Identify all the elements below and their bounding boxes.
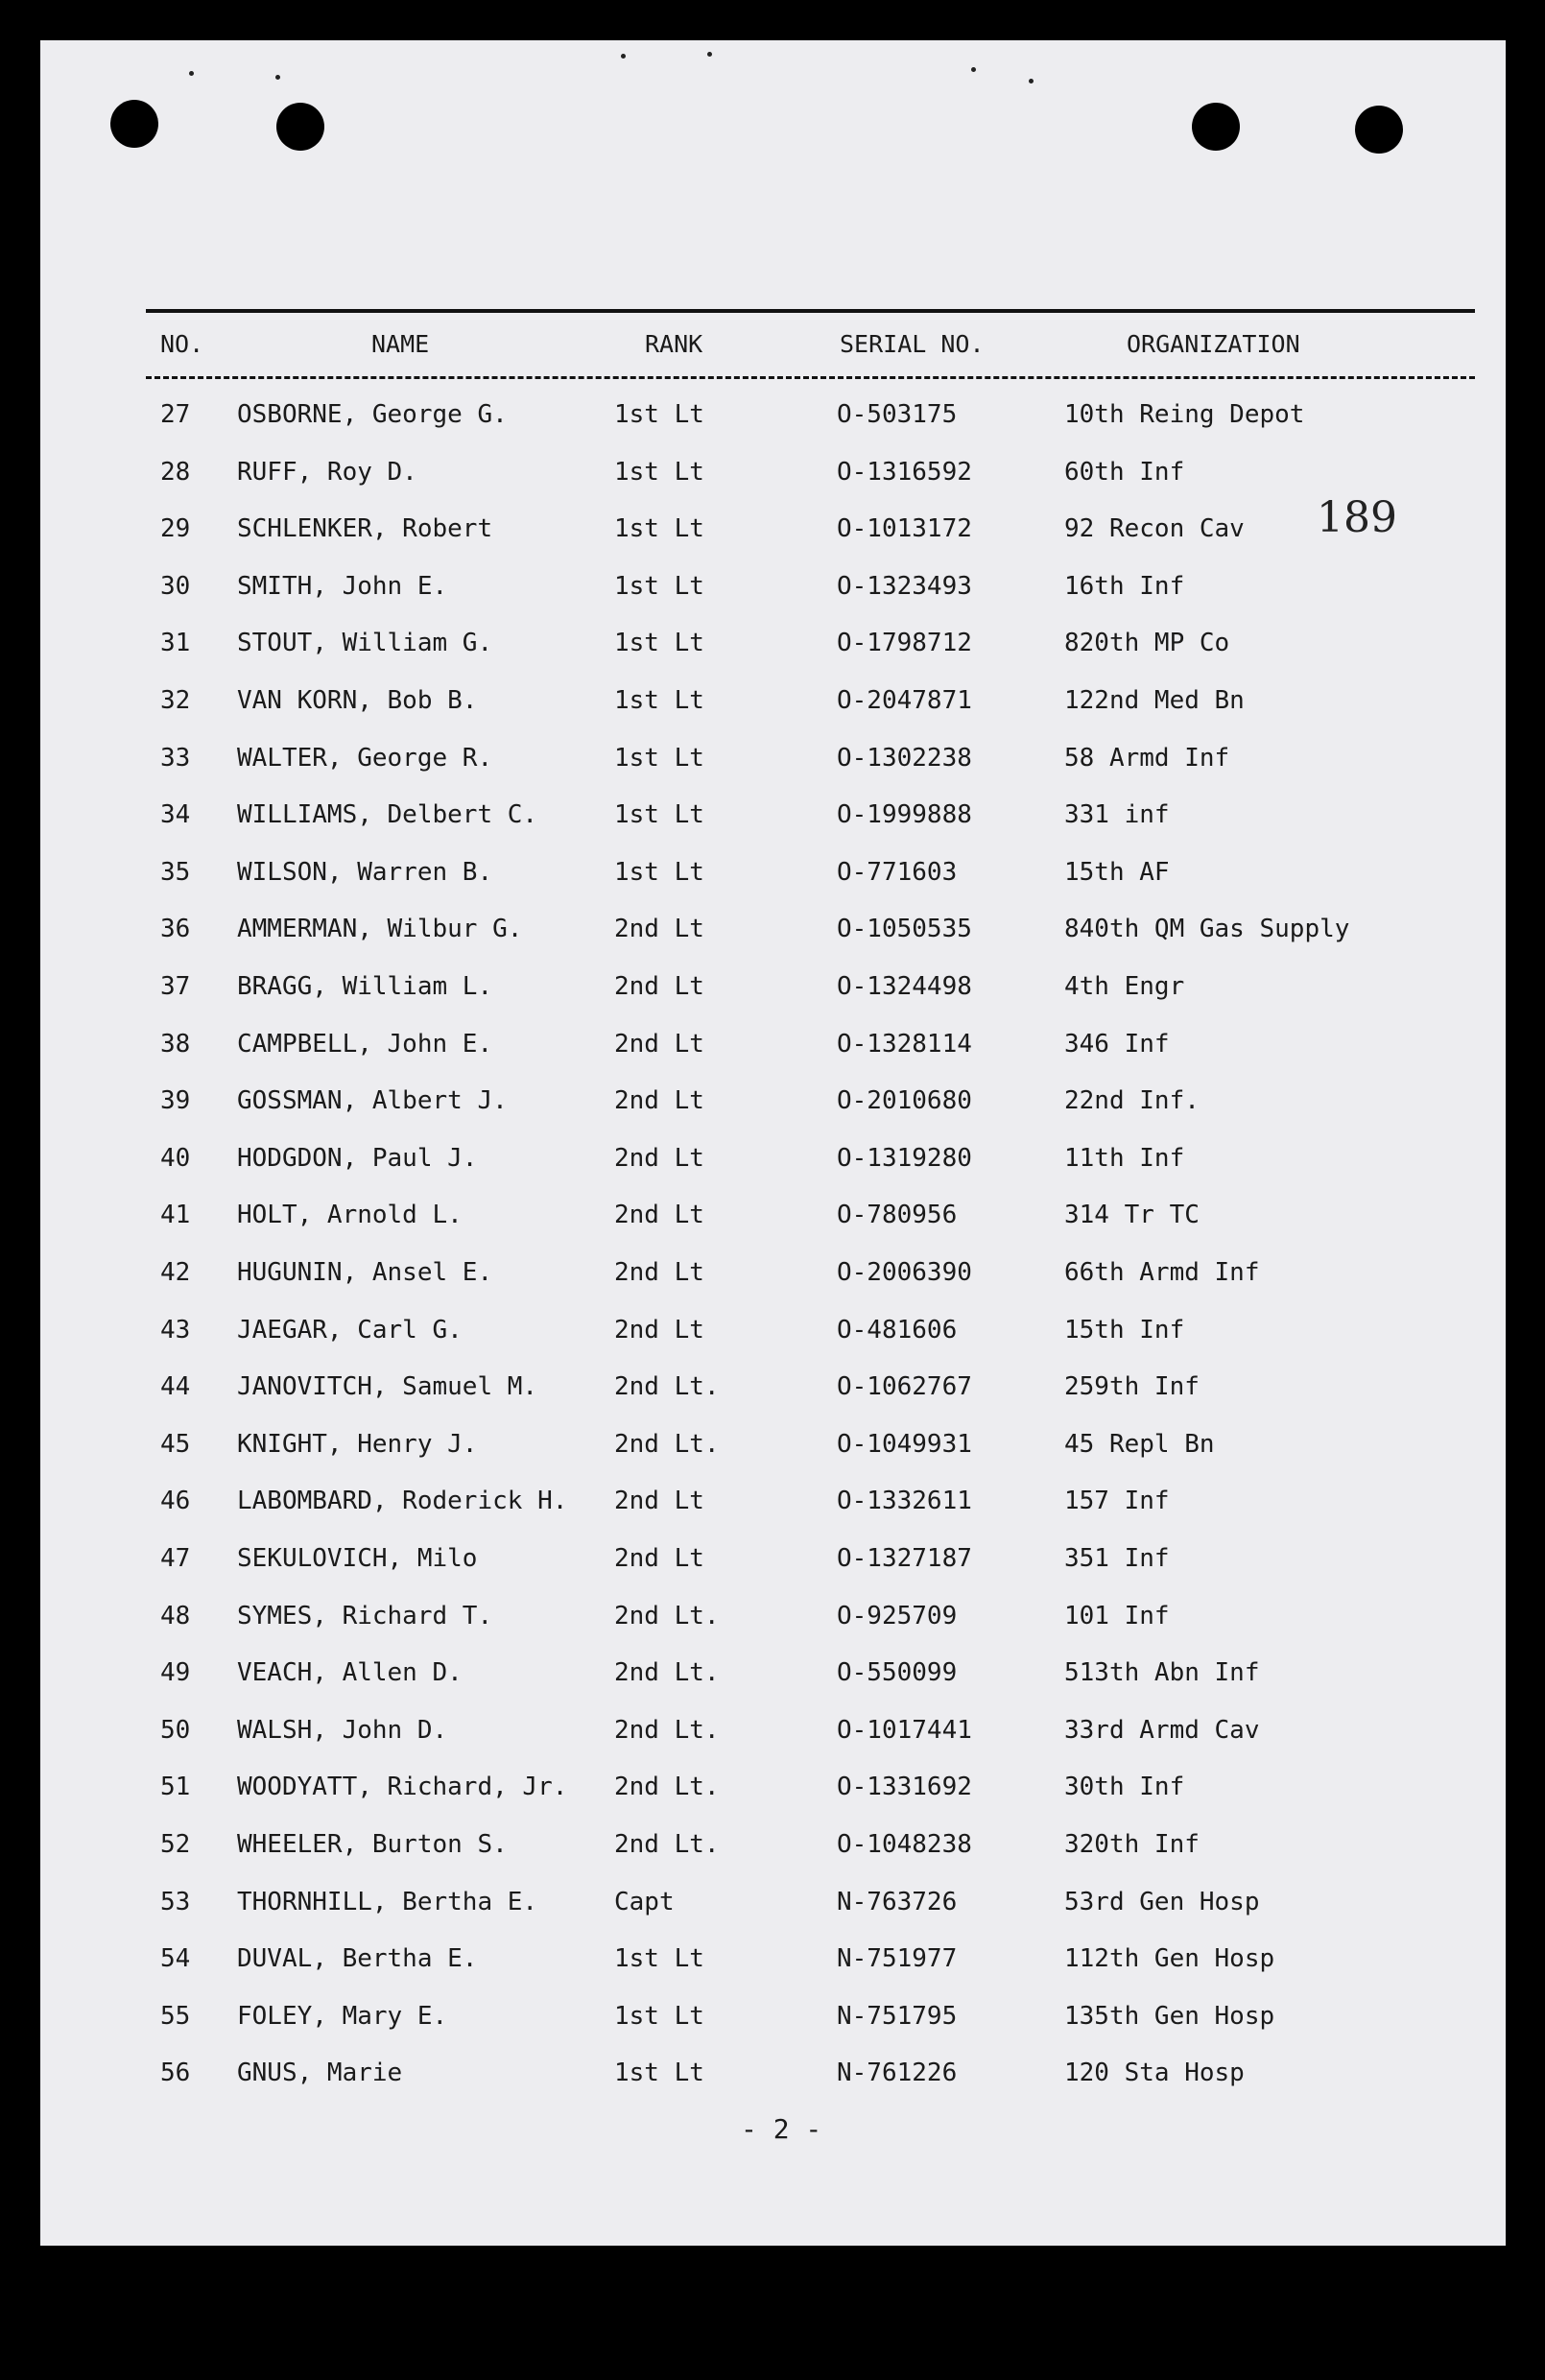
row-no: 39 (160, 1086, 191, 1115)
row-no: 48 (160, 1602, 191, 1630)
row-no: 41 (160, 1201, 191, 1229)
column-header-serial: SERIAL NO. (840, 330, 985, 358)
row-rank: 1st Lt (614, 514, 704, 543)
row-organization: 58 Armd Inf (1064, 744, 1230, 773)
row-organization: 840th QM Gas Supply (1064, 915, 1350, 943)
row-serial: N-763726 (837, 1888, 958, 1916)
row-serial: O-1331692 (837, 1773, 972, 1801)
row-name: GOSSMAN, Albert J. (237, 1086, 508, 1115)
row-rank: 2nd Lt (614, 1316, 704, 1345)
row-name: VEACH, Allen D. (237, 1658, 463, 1687)
page-number-stamp: 189 (1317, 493, 1397, 542)
row-organization: 135th Gen Hosp (1064, 2002, 1275, 2031)
row-name: WALTER, George R. (237, 744, 493, 773)
row-rank: 2nd Lt (614, 1086, 704, 1115)
row-serial: O-2010680 (837, 1086, 972, 1115)
row-organization: 60th Inf (1064, 458, 1185, 487)
row-name: WILLIAMS, Delbert C. (237, 800, 538, 829)
row-organization: 346 Inf (1064, 1030, 1170, 1059)
row-no: 34 (160, 800, 191, 829)
row-rank: 2nd Lt (614, 1201, 704, 1229)
row-serial: O-1013172 (837, 514, 972, 543)
row-rank: 1st Lt (614, 458, 704, 487)
row-organization: 4th Engr (1064, 972, 1185, 1001)
row-serial: O-1048238 (837, 1830, 972, 1859)
row-serial: O-2006390 (837, 1258, 972, 1287)
row-rank: 1st Lt (614, 744, 704, 773)
row-serial: O-1316592 (837, 458, 972, 487)
row-organization: 259th Inf (1064, 1372, 1200, 1401)
row-no: 35 (160, 858, 191, 887)
row-rank: 2nd Lt. (614, 1716, 720, 1745)
speck (707, 52, 712, 57)
row-no: 30 (160, 572, 191, 601)
row-serial: O-1328114 (837, 1030, 972, 1059)
row-no: 42 (160, 1258, 191, 1287)
row-name: THORNHILL, Bertha E. (237, 1888, 538, 1916)
row-organization: 513th Abn Inf (1064, 1658, 1260, 1687)
page-footer: - 2 - (741, 2113, 822, 2145)
row-name: KNIGHT, Henry J. (237, 1430, 478, 1459)
row-name: SYMES, Richard T. (237, 1602, 493, 1630)
row-no: 29 (160, 514, 191, 543)
row-organization: 30th Inf (1064, 1773, 1185, 1801)
row-name: HUGUNIN, Ansel E. (237, 1258, 493, 1287)
row-no: 47 (160, 1544, 191, 1573)
row-rank: 1st Lt (614, 629, 704, 657)
row-no: 32 (160, 686, 191, 715)
row-rank: 2nd Lt. (614, 1602, 720, 1630)
speck (971, 67, 976, 72)
row-rank: 1st Lt (614, 572, 704, 601)
row-serial: O-780956 (837, 1201, 958, 1229)
row-organization: 122nd Med Bn (1064, 686, 1245, 715)
row-name: SMITH, John E. (237, 572, 448, 601)
row-serial: O-1999888 (837, 800, 972, 829)
row-no: 27 (160, 400, 191, 429)
row-name: AMMERMAN, Wilbur G. (237, 915, 523, 943)
row-no: 31 (160, 629, 191, 657)
document-page (40, 40, 1506, 2246)
row-rank: 2nd Lt (614, 972, 704, 1001)
row-serial: O-1798712 (837, 629, 972, 657)
row-name: VAN KORN, Bob B. (237, 686, 478, 715)
row-organization: 351 Inf (1064, 1544, 1170, 1573)
row-name: WHEELER, Burton S. (237, 1830, 508, 1859)
row-name: WALSH, John D. (237, 1716, 448, 1745)
row-no: 51 (160, 1773, 191, 1801)
row-no: 38 (160, 1030, 191, 1059)
row-name: JAEGAR, Carl G. (237, 1316, 463, 1345)
row-name: BRAGG, William L. (237, 972, 493, 1001)
row-rank: 2nd Lt (614, 915, 704, 943)
row-rank: 1st Lt (614, 400, 704, 429)
punch-hole-1 (110, 100, 158, 148)
row-name: LABOMBARD, Roderick H. (237, 1487, 568, 1515)
row-serial: O-503175 (837, 400, 958, 429)
row-organization: 820th MP Co (1064, 629, 1230, 657)
row-no: 28 (160, 458, 191, 487)
row-organization: 45 Repl Bn (1064, 1430, 1215, 1459)
row-organization: 66th Armd Inf (1064, 1258, 1260, 1287)
row-serial: O-1323493 (837, 572, 972, 601)
row-organization: 15th Inf (1064, 1316, 1185, 1345)
row-serial: O-1050535 (837, 915, 972, 943)
row-serial: O-1319280 (837, 1144, 972, 1173)
speck (1029, 79, 1034, 83)
row-serial: O-925709 (837, 1602, 958, 1630)
row-serial: N-761226 (837, 2059, 958, 2087)
row-name: SEKULOVICH, Milo (237, 1544, 478, 1573)
row-serial: O-771603 (837, 858, 958, 887)
row-name: DUVAL, Bertha E. (237, 1944, 478, 1973)
row-serial: O-1332611 (837, 1487, 972, 1515)
row-no: 45 (160, 1430, 191, 1459)
row-name: FOLEY, Mary E. (237, 2002, 448, 2031)
row-name: WOODYATT, Richard, Jr. (237, 1773, 568, 1801)
row-no: 54 (160, 1944, 191, 1973)
row-no: 49 (160, 1658, 191, 1687)
row-serial: O-2047871 (837, 686, 972, 715)
row-rank: 2nd Lt. (614, 1658, 720, 1687)
row-organization: 53rd Gen Hosp (1064, 1888, 1260, 1916)
row-rank: 1st Lt (614, 2002, 704, 2031)
row-no: 33 (160, 744, 191, 773)
row-rank: 1st Lt (614, 2059, 704, 2087)
row-serial: N-751795 (837, 2002, 958, 2031)
row-name: WILSON, Warren B. (237, 858, 493, 887)
row-organization: 101 Inf (1064, 1602, 1170, 1630)
row-name: SCHLENKER, Robert (237, 514, 493, 543)
row-organization: 320th Inf (1064, 1830, 1200, 1859)
row-rank: Capt (614, 1888, 675, 1916)
row-rank: 1st Lt (614, 1944, 704, 1973)
row-rank: 2nd Lt (614, 1030, 704, 1059)
row-name: STOUT, William G. (237, 629, 493, 657)
row-rank: 2nd Lt. (614, 1372, 720, 1401)
row-no: 36 (160, 915, 191, 943)
row-serial: O-1062767 (837, 1372, 972, 1401)
row-organization: 15th AF (1064, 858, 1170, 887)
row-rank: 2nd Lt (614, 1544, 704, 1573)
speck (189, 71, 194, 76)
row-rank: 1st Lt (614, 686, 704, 715)
row-serial: O-1302238 (837, 744, 972, 773)
row-no: 53 (160, 1888, 191, 1916)
punch-hole-4 (1355, 106, 1403, 154)
row-organization: 92 Recon Cav (1064, 514, 1245, 543)
row-rank: 2nd Lt (614, 1144, 704, 1173)
row-rank: 2nd Lt. (614, 1830, 720, 1859)
row-rank: 2nd Lt (614, 1487, 704, 1515)
row-name: JANOVITCH, Samuel M. (237, 1372, 538, 1401)
row-serial: N-751977 (837, 1944, 958, 1973)
row-serial: O-1049931 (837, 1430, 972, 1459)
row-no: 52 (160, 1830, 191, 1859)
row-organization: 331 inf (1064, 800, 1170, 829)
row-organization: 120 Sta Hosp (1064, 2059, 1245, 2087)
row-organization: 16th Inf (1064, 572, 1185, 601)
row-rank: 2nd Lt. (614, 1430, 720, 1459)
row-no: 40 (160, 1144, 191, 1173)
row-serial: O-550099 (837, 1658, 958, 1687)
row-organization: 314 Tr TC (1064, 1201, 1200, 1229)
column-header-rank: RANK (645, 330, 703, 358)
row-organization: 112th Gen Hosp (1064, 1944, 1275, 1973)
row-organization: 157 Inf (1064, 1487, 1170, 1515)
speck (621, 54, 626, 59)
row-name: HODGDON, Paul J. (237, 1144, 478, 1173)
row-rank: 1st Lt (614, 800, 704, 829)
row-organization: 11th Inf (1064, 1144, 1185, 1173)
row-name: HOLT, Arnold L. (237, 1201, 463, 1229)
row-serial: O-481606 (837, 1316, 958, 1345)
row-serial: O-1017441 (837, 1716, 972, 1745)
row-name: GNUS, Marie (237, 2059, 403, 2087)
row-rank: 1st Lt (614, 858, 704, 887)
row-no: 43 (160, 1316, 191, 1345)
punch-hole-3 (1192, 103, 1240, 151)
row-no: 56 (160, 2059, 191, 2087)
row-no: 37 (160, 972, 191, 1001)
row-organization: 10th Reing Depot (1064, 400, 1305, 429)
row-serial: O-1324498 (837, 972, 972, 1001)
row-no: 44 (160, 1372, 191, 1401)
row-no: 55 (160, 2002, 191, 2031)
header-bottom-rule (146, 376, 1475, 379)
punch-hole-2 (276, 103, 324, 151)
row-rank: 2nd Lt. (614, 1773, 720, 1801)
speck (275, 75, 280, 80)
row-rank: 2nd Lt (614, 1258, 704, 1287)
header-top-rule (146, 309, 1475, 313)
row-no: 46 (160, 1487, 191, 1515)
row-serial: O-1327187 (837, 1544, 972, 1573)
row-name: OSBORNE, George G. (237, 400, 508, 429)
row-name: RUFF, Roy D. (237, 458, 417, 487)
row-no: 50 (160, 1716, 191, 1745)
column-header-name: NAME (371, 330, 430, 358)
row-name: CAMPBELL, John E. (237, 1030, 493, 1059)
column-header-organization: ORGANIZATION (1127, 330, 1300, 358)
row-organization: 33rd Armd Cav (1064, 1716, 1260, 1745)
row-organization: 22nd Inf. (1064, 1086, 1200, 1115)
column-header-no: NO. (160, 330, 204, 358)
